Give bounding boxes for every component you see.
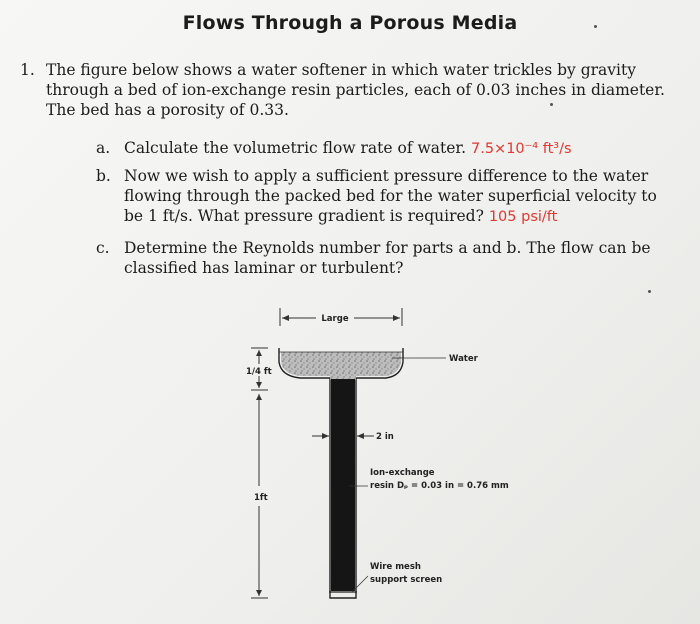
part-c-text: Determine the Reynolds number for parts a and b. The flow can be classified has laminar or turbulent?	[124, 239, 651, 277]
part-b-label: b.	[96, 167, 111, 185]
resin-label-line1: Ion-exchange	[370, 468, 435, 478]
large-dimension	[280, 308, 402, 326]
part-c-label: c.	[96, 239, 110, 257]
speck-mark	[594, 25, 597, 28]
resin-label-line2: resin Dₚ = 0.03 in = 0.76 mm	[370, 481, 509, 491]
quarter-ft-label: 1/4 ft	[246, 367, 272, 377]
mesh-label-line1: Wire mesh	[370, 562, 421, 572]
speck-mark	[648, 290, 651, 293]
large-label: Large	[321, 314, 349, 324]
part-a-text: Calculate the volumetric flow rate of water.	[124, 139, 467, 157]
water-label: Water	[449, 354, 478, 364]
problem-number: 1.	[20, 61, 35, 79]
part-a-answer: 7.5×10⁻⁴ ft³/s	[470, 141, 572, 157]
part-b-text: Now we wish to apply a sufficient pressure difference to the water flowing through the packed bed for the water superficial velocity to be 1 ft/s. What pressure gradient is required?	[124, 167, 657, 225]
part-a-label: a.	[96, 139, 111, 157]
quarter-ft-dimension	[246, 348, 272, 390]
speck-mark	[550, 103, 553, 106]
one-ft-dimension	[251, 394, 268, 598]
problem-text: The figure below shows a water softener in which water trickles by gravity through a bed of ion-exchange resin particles, each of 0.03 inches in diameter. The bed has a porosity of 0.33.	[46, 61, 665, 119]
one-ft-label: 1ft	[254, 493, 268, 503]
resin-bed	[331, 379, 355, 591]
mesh-label-line2: support screen	[370, 575, 443, 585]
page-title: Flows Through a Porous Media	[182, 12, 518, 34]
part-b-answer: 105 psi/ft	[488, 209, 558, 225]
two-in-label: 2 in	[376, 432, 394, 442]
